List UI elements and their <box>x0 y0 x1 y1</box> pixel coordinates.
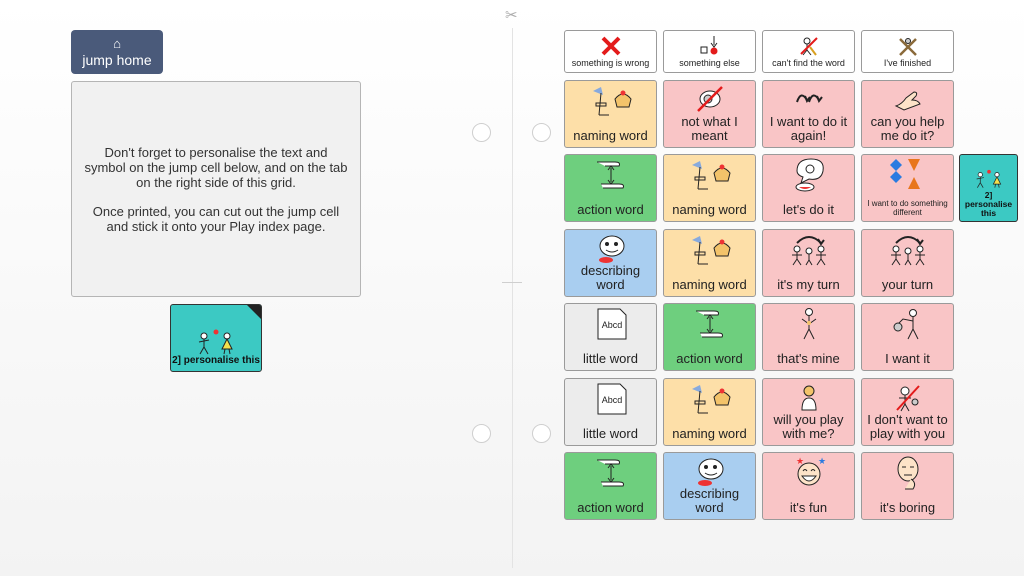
side-tab-label: 2] personalise this <box>964 190 1013 218</box>
crossed-play-icon <box>893 382 923 413</box>
cell-label: naming word <box>672 426 747 441</box>
cell-not-what-i-meant[interactable] <box>663 80 756 148</box>
cell-label: can't find the word <box>772 58 845 68</box>
person-reach-icon <box>891 307 925 341</box>
cell-finished[interactable] <box>861 30 954 73</box>
cell-cant-find-word[interactable] <box>762 30 855 73</box>
cell-label: little word <box>583 351 638 366</box>
crossed-tools-icon <box>896 34 920 58</box>
cell-label: naming word <box>573 128 648 143</box>
cell-action-word[interactable] <box>663 303 756 371</box>
hands-action-icon <box>593 456 629 490</box>
cell-label: your turn <box>881 277 934 292</box>
speech-ok-icon <box>791 158 827 192</box>
cell-label: I've finished <box>883 58 932 68</box>
cell-my-turn[interactable] <box>762 229 855 297</box>
cell-label: I want it <box>885 351 930 366</box>
crossed-out-icon <box>798 34 820 58</box>
helping-hand-icon <box>892 84 924 115</box>
play-question-icon <box>794 382 824 413</box>
cell-label: naming word <box>672 202 747 217</box>
cell-describing-word[interactable] <box>663 452 756 520</box>
cell-label: will you play with me? <box>773 412 844 441</box>
naming-objects-icon <box>688 233 732 267</box>
cell-label: not what I meant <box>681 114 738 143</box>
cell-label: that's mine <box>777 351 840 366</box>
scissors-icon: ✂ <box>505 7 518 24</box>
cut-line-horizontal <box>502 282 522 283</box>
cell-label: describing word <box>679 486 740 515</box>
hole-punch-marker <box>472 424 491 443</box>
cell-action-word[interactable] <box>564 452 657 520</box>
cell-label: something is wrong <box>571 58 650 68</box>
hole-punch-marker <box>532 123 551 142</box>
cell-do-it-again[interactable] <box>762 80 855 148</box>
hands-action-icon <box>593 158 629 192</box>
cell-label: little word <box>583 426 638 441</box>
cell-dont-want-to-play[interactable] <box>861 378 954 446</box>
red-x-icon <box>600 34 622 58</box>
cell-label: I want to do something different <box>867 199 948 217</box>
cell-label: can you help me do it? <box>870 114 945 143</box>
cell-little-word[interactable] <box>564 378 657 446</box>
laughing-face-icon <box>792 456 826 490</box>
different-shapes-icon <box>890 158 926 192</box>
jump-cell-label: 2] personalise this <box>172 355 260 366</box>
naming-objects-icon <box>688 382 732 416</box>
children-playing-icon <box>973 167 1005 191</box>
cell-something-different[interactable] <box>861 154 954 222</box>
svg-text:Abcd: Abcd <box>601 395 622 405</box>
cell-label: action word <box>676 351 743 366</box>
cell-label: action word <box>577 202 644 217</box>
cell-action-word[interactable] <box>564 154 657 222</box>
side-tab[interactable] <box>959 154 1018 222</box>
cell-label: it's fun <box>789 500 828 515</box>
note-text-1: Don't forget to personalise the text and symbol on the jump cell below, and on the tab on the right side of this grid. <box>84 144 348 190</box>
cell-label: it's my turn <box>777 277 840 292</box>
children-playing-icon <box>194 328 238 356</box>
hands-action-icon <box>692 307 728 341</box>
cell-label: action word <box>577 500 644 515</box>
hole-punch-marker <box>472 123 491 142</box>
cell-its-fun[interactable] <box>762 452 855 520</box>
crossed-thought-icon <box>694 84 726 115</box>
cell-naming-word[interactable] <box>663 154 756 222</box>
corner-fold <box>247 305 261 319</box>
svg-text:Abcd: Abcd <box>601 320 622 330</box>
cell-label: I want to do it again! <box>769 114 848 143</box>
cut-line-vertical <box>512 28 513 568</box>
turn-arrows-icon <box>886 233 930 267</box>
cell-label: it's boring <box>879 500 936 515</box>
cell-label: I don't want to play with you <box>867 412 948 441</box>
jump-home-button[interactable] <box>71 30 163 74</box>
cell-little-word[interactable] <box>564 303 657 371</box>
cell-something-else[interactable] <box>663 30 756 73</box>
jump-cell[interactable] <box>170 304 262 372</box>
note-text-2: Once printed, you can cut out the jump cell and stick it onto your Play index page. <box>92 203 340 234</box>
cell-i-want-it[interactable] <box>861 303 954 371</box>
cell-describing-word[interactable] <box>564 229 657 297</box>
describing-face-icon <box>596 233 626 264</box>
cell-play-with-me[interactable] <box>762 378 855 446</box>
cell-something-wrong[interactable] <box>564 30 657 73</box>
abcd-card-icon <box>594 307 628 341</box>
svg-text:★: ★ <box>817 456 826 466</box>
cell-thats-mine[interactable] <box>762 303 855 371</box>
cell-label: something else <box>679 58 740 68</box>
naming-objects-icon <box>589 84 633 118</box>
cell-naming-word[interactable] <box>663 229 756 297</box>
cell-label: describing word <box>580 263 641 292</box>
cell-help-me[interactable] <box>861 80 954 148</box>
abcd-card-icon <box>594 382 628 416</box>
cell-label: naming word <box>672 277 747 292</box>
house-icon: ⌂ <box>113 35 121 51</box>
cell-label: let's do it <box>783 202 834 217</box>
turn-arrows-icon <box>787 233 831 267</box>
svg-text:★: ★ <box>795 456 804 466</box>
arrow-dot-icon <box>698 34 722 58</box>
bored-face-icon <box>891 456 925 490</box>
repeat-arrows-icon <box>793 84 825 115</box>
cell-naming-word[interactable] <box>663 378 756 446</box>
cell-your-turn[interactable] <box>861 229 954 297</box>
cell-naming-word[interactable] <box>564 80 657 148</box>
person-self-icon <box>794 307 824 341</box>
hole-punch-marker <box>532 424 551 443</box>
describing-face-icon <box>695 456 725 487</box>
cell-lets-do-it[interactable] <box>762 154 855 222</box>
cell-its-boring[interactable] <box>861 452 954 520</box>
naming-objects-icon <box>688 158 732 192</box>
jump-home-label: jump home <box>82 51 152 68</box>
instruction-note <box>71 81 361 297</box>
